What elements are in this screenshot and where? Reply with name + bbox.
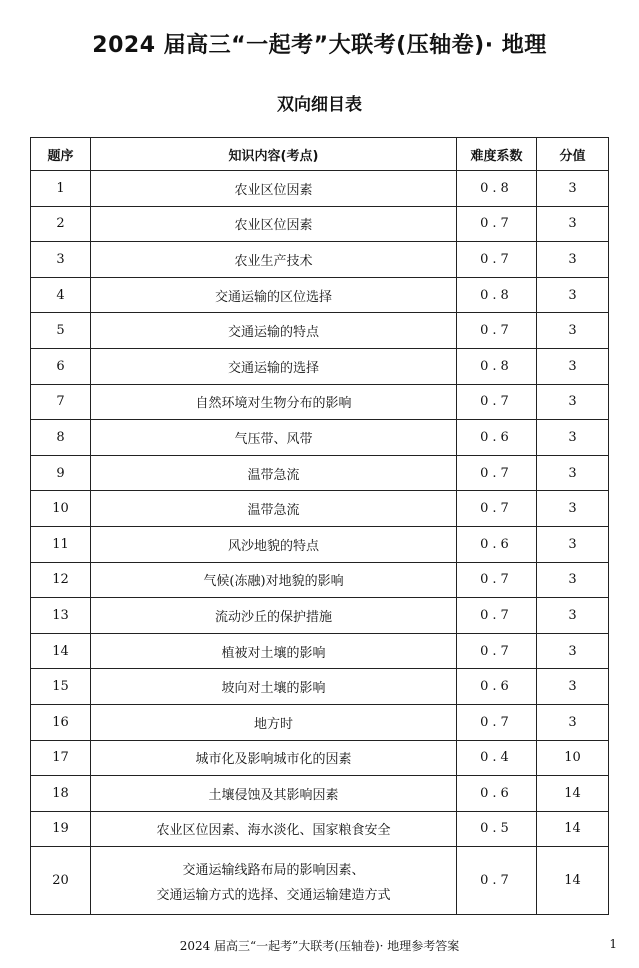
document-title: 2024 届高三“一起考”大联考(压轴卷)· 地理 bbox=[92, 33, 547, 58]
cell-question-no: 2 bbox=[31, 206, 91, 242]
cell-difficulty: 0.8 bbox=[457, 348, 537, 384]
cell-score: 3 bbox=[537, 562, 609, 598]
cell-difficulty: 0.7 bbox=[457, 562, 537, 598]
cell-knowledge bbox=[91, 348, 457, 384]
cell-question-no: 14 bbox=[31, 633, 91, 669]
cell-difficulty: 0.8 bbox=[457, 171, 537, 207]
cell-knowledge bbox=[91, 313, 457, 349]
knowledge-text: 农业区位因素、海水淡化、国家粮食安全 bbox=[156, 823, 391, 839]
cell-difficulty: 0.7 bbox=[457, 704, 537, 740]
table-header-row bbox=[31, 138, 609, 171]
cell-knowledge bbox=[91, 847, 457, 915]
cell-difficulty: 0.5 bbox=[457, 811, 537, 847]
knowledge-text: 坡向对土壤的影响 bbox=[221, 681, 326, 697]
knowledge-text: 地方时 bbox=[253, 716, 293, 732]
cell-question-no: 10 bbox=[31, 491, 91, 527]
cell-knowledge bbox=[91, 562, 457, 598]
cell-knowledge bbox=[91, 633, 457, 669]
cell-difficulty: 0.7 bbox=[457, 847, 537, 915]
cell-difficulty: 0.7 bbox=[457, 313, 537, 349]
cell-question-no: 1 bbox=[31, 171, 91, 207]
cell-difficulty: 0.7 bbox=[457, 206, 537, 242]
cell-question-no: 17 bbox=[31, 740, 91, 776]
table-row bbox=[31, 526, 609, 562]
header-difficulty: 难度系数 bbox=[457, 138, 537, 171]
table-row bbox=[31, 633, 609, 669]
cell-score: 14 bbox=[537, 847, 609, 915]
cell-knowledge bbox=[91, 455, 457, 491]
cell-knowledge bbox=[91, 740, 457, 776]
cell-score: 14 bbox=[537, 811, 609, 847]
cell-knowledge bbox=[91, 598, 457, 634]
specification-table bbox=[30, 137, 609, 915]
table-row bbox=[31, 277, 609, 313]
table-row bbox=[31, 242, 609, 278]
cell-score: 3 bbox=[537, 633, 609, 669]
cell-score: 3 bbox=[537, 669, 609, 705]
cell-score: 3 bbox=[537, 277, 609, 313]
table-row bbox=[31, 669, 609, 705]
cell-question-no: 6 bbox=[31, 348, 91, 384]
table-row bbox=[31, 384, 609, 420]
knowledge-text: 农业生产技术 bbox=[234, 253, 313, 269]
table-row bbox=[31, 740, 609, 776]
knowledge-text: 自然环境对生物分布的影响 bbox=[195, 396, 352, 412]
cell-score: 3 bbox=[537, 704, 609, 740]
knowledge-text: 农业区位因素 bbox=[234, 218, 313, 234]
cell-score: 3 bbox=[537, 313, 609, 349]
cell-difficulty: 0.4 bbox=[457, 740, 537, 776]
header-question-no: 题序 bbox=[31, 138, 91, 171]
table-row bbox=[31, 348, 609, 384]
knowledge-text-line2: 交通运输方式的选择、交通运输建造方式 bbox=[156, 887, 391, 903]
cell-question-no: 9 bbox=[31, 455, 91, 491]
cell-question-no: 12 bbox=[31, 562, 91, 598]
header-score: 分值 bbox=[537, 138, 609, 171]
cell-knowledge bbox=[91, 206, 457, 242]
table-row bbox=[31, 811, 609, 847]
knowledge-text: 城市化及影响城市化的因素 bbox=[195, 752, 352, 768]
knowledge-text: 农业区位因素 bbox=[234, 182, 313, 198]
knowledge-text: 交通运输的特点 bbox=[227, 325, 319, 341]
cell-question-no: 3 bbox=[31, 242, 91, 278]
cell-knowledge bbox=[91, 171, 457, 207]
cell-knowledge bbox=[91, 669, 457, 705]
cell-difficulty: 0.6 bbox=[457, 420, 537, 456]
cell-difficulty: 0.7 bbox=[457, 633, 537, 669]
cell-score: 3 bbox=[537, 171, 609, 207]
table-row bbox=[31, 455, 609, 491]
table-row bbox=[31, 491, 609, 527]
table-row bbox=[31, 420, 609, 456]
cell-score: 3 bbox=[537, 242, 609, 278]
cell-question-no: 7 bbox=[31, 384, 91, 420]
table-row bbox=[31, 171, 609, 207]
cell-knowledge bbox=[91, 491, 457, 527]
knowledge-text: 流动沙丘的保护措施 bbox=[214, 609, 332, 625]
table-row bbox=[31, 562, 609, 598]
cell-difficulty: 0.7 bbox=[457, 491, 537, 527]
cell-knowledge bbox=[91, 420, 457, 456]
knowledge-text: 风沙地貌的特点 bbox=[227, 538, 319, 554]
cell-question-no: 11 bbox=[31, 526, 91, 562]
cell-score: 10 bbox=[537, 740, 609, 776]
cell-score: 3 bbox=[537, 526, 609, 562]
knowledge-text: 温带急流 bbox=[247, 503, 300, 519]
knowledge-text: 交通运输的区位选择 bbox=[214, 289, 332, 305]
table-row bbox=[31, 313, 609, 349]
cell-question-no: 4 bbox=[31, 277, 91, 313]
cell-score: 3 bbox=[537, 455, 609, 491]
cell-knowledge bbox=[91, 277, 457, 313]
page-footer: 2024 届高三“一起考”大联考(压轴卷)· 地理参考答案 bbox=[179, 939, 460, 953]
cell-score: 3 bbox=[537, 384, 609, 420]
table-row bbox=[31, 847, 609, 915]
cell-difficulty: 0.7 bbox=[457, 242, 537, 278]
knowledge-text: 植被对土壤的影响 bbox=[221, 645, 326, 661]
cell-knowledge bbox=[91, 242, 457, 278]
cell-question-no: 15 bbox=[31, 669, 91, 705]
cell-difficulty: 0.6 bbox=[457, 776, 537, 812]
cell-difficulty: 0.7 bbox=[457, 455, 537, 491]
cell-score: 3 bbox=[537, 420, 609, 456]
cell-score: 3 bbox=[537, 598, 609, 634]
cell-difficulty: 0.6 bbox=[457, 669, 537, 705]
cell-question-no: 13 bbox=[31, 598, 91, 634]
cell-question-no: 8 bbox=[31, 420, 91, 456]
cell-score: 3 bbox=[537, 491, 609, 527]
table-row bbox=[31, 704, 609, 740]
knowledge-text: 交通运输线路布局的影响因素、 bbox=[182, 862, 365, 878]
cell-question-no: 16 bbox=[31, 704, 91, 740]
page-number: 1 bbox=[609, 937, 617, 951]
cell-knowledge bbox=[91, 704, 457, 740]
table-row bbox=[31, 598, 609, 634]
cell-question-no: 20 bbox=[31, 847, 91, 915]
cell-question-no: 18 bbox=[31, 776, 91, 812]
cell-knowledge bbox=[91, 776, 457, 812]
cell-knowledge bbox=[91, 811, 457, 847]
knowledge-text: 土壤侵蚀及其影响因素 bbox=[208, 787, 339, 803]
cell-score: 14 bbox=[537, 776, 609, 812]
cell-knowledge bbox=[91, 526, 457, 562]
cell-knowledge bbox=[91, 384, 457, 420]
knowledge-text: 温带急流 bbox=[247, 467, 300, 483]
table-row bbox=[31, 206, 609, 242]
cell-score: 3 bbox=[537, 206, 609, 242]
knowledge-text: 气压带、风带 bbox=[234, 431, 313, 447]
cell-difficulty: 0.6 bbox=[457, 526, 537, 562]
cell-question-no: 5 bbox=[31, 313, 91, 349]
cell-difficulty: 0.7 bbox=[457, 598, 537, 634]
cell-difficulty: 0.8 bbox=[457, 277, 537, 313]
cell-score: 3 bbox=[537, 348, 609, 384]
header-knowledge: 知识内容(考点) bbox=[91, 138, 457, 171]
table-row bbox=[31, 776, 609, 812]
cell-difficulty: 0.7 bbox=[457, 384, 537, 420]
knowledge-text: 气候(冻融)对地貌的影响 bbox=[203, 574, 344, 590]
document-subtitle: 双向细目表 bbox=[277, 95, 362, 115]
cell-question-no: 19 bbox=[31, 811, 91, 847]
knowledge-text: 交通运输的选择 bbox=[227, 360, 319, 376]
